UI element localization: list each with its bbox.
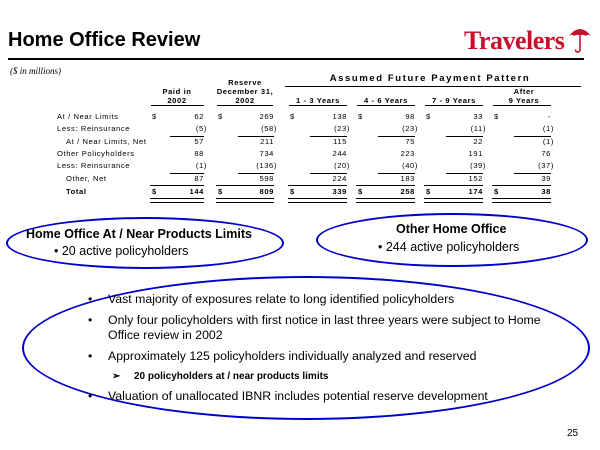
col-header-reserve: Reserve December 31, 2002 xyxy=(216,78,274,105)
table-row: At / Near Limits $ 62 $ 269 $ 138 $ 98 $ 33 $ - xyxy=(57,112,551,121)
y7-9-value: 174 xyxy=(468,187,483,196)
header-underline xyxy=(217,105,273,106)
col-header-7-9-years: 7 - 9 Years xyxy=(431,96,477,105)
paid-value: (1) xyxy=(195,161,207,170)
header-underline xyxy=(289,105,347,106)
paid-value: 88 xyxy=(194,149,204,158)
y7-9-value: 191 xyxy=(468,149,483,158)
row-label: At / Near Limits, Net xyxy=(66,137,147,146)
y1-3-value: 224 xyxy=(332,174,347,183)
y7-9-value: 152 xyxy=(468,174,483,183)
logo-wordmark: Travelers xyxy=(464,26,565,55)
page-number: 25 xyxy=(567,428,579,439)
list-item: • Approximately 125 policyholders individually analyzed and reserved xyxy=(88,349,477,363)
row-label: Other Policyholders xyxy=(57,149,135,158)
paid-value: (5) xyxy=(195,124,207,133)
y4-6-value: (40) xyxy=(402,161,418,170)
y1-3-value: 339 xyxy=(332,187,347,196)
y1-3-value: (23) xyxy=(334,124,350,133)
y4-6-value: 183 xyxy=(400,174,415,183)
callout-left-title: Home Office At / Near Products Limits xyxy=(26,227,252,241)
table-row xyxy=(0,137,600,149)
header-underline xyxy=(493,105,551,106)
reserve-value: (136) xyxy=(256,161,277,170)
table-row xyxy=(0,161,600,173)
y4-6-value: 98 xyxy=(405,112,415,121)
header-underline xyxy=(425,105,483,106)
y7-9-value: 22 xyxy=(473,137,483,146)
page-title: Home Office Review xyxy=(8,29,201,51)
y1-3-value: 138 xyxy=(332,112,347,121)
y4-6-value: 75 xyxy=(405,137,415,146)
callout-right-item: • 244 active policyholders xyxy=(378,240,520,254)
after-value: (37) xyxy=(538,161,554,170)
header-underline xyxy=(151,105,204,106)
reserve-value: 598 xyxy=(259,174,274,183)
table-row-total: Total $ 144 $ 809 $ 339 $ 258 $ 174 $ 38 xyxy=(66,187,551,196)
after-value: (1) xyxy=(542,124,554,133)
col-header-4-6-years: 4 - 6 Years xyxy=(363,96,409,105)
sub-list-item: ➢ 20 policyholders at / near products limits xyxy=(112,371,329,382)
travelers-logo xyxy=(464,24,590,54)
list-item: • Valuation of unallocated IBNR includes potential reserve development xyxy=(88,389,488,403)
paid-value: 87 xyxy=(194,174,204,183)
callout-left-ellipse xyxy=(6,217,284,269)
table-row xyxy=(0,124,600,136)
row-label: At / Near Limits xyxy=(57,112,119,121)
col-header-paid: Paid in 2002 xyxy=(162,87,192,105)
y7-9-value: (11) xyxy=(470,124,486,133)
paid-value: 57 xyxy=(194,137,204,146)
reserve-value: 269 xyxy=(259,112,274,121)
col-header-1-3-years: 1 - 3 Years xyxy=(295,96,341,105)
reserve-value: 211 xyxy=(260,137,274,146)
y4-6-value: (23) xyxy=(402,124,418,133)
y4-6-value: 258 xyxy=(400,187,415,196)
callout-left-item: • 20 active policyholders xyxy=(54,244,189,258)
after-value: - xyxy=(547,112,551,121)
callout-right-title: Other Home Office xyxy=(396,222,507,236)
after-value: 39 xyxy=(541,174,551,183)
row-label: Total xyxy=(66,187,87,196)
row-label: Less: Reinsurance xyxy=(57,161,131,170)
paid-value: 144 xyxy=(189,187,204,196)
y1-3-value: 115 xyxy=(333,137,347,146)
units-note: ($ in millions) xyxy=(10,66,61,76)
paid-value: 62 xyxy=(194,112,204,121)
list-item: • Vast majority of exposures relate to long identified policyholders xyxy=(88,292,455,306)
bullet-list xyxy=(88,292,558,410)
y4-6-value: 223 xyxy=(400,149,415,158)
y7-9-value: (39) xyxy=(470,161,486,170)
reserve-value: 734 xyxy=(259,149,274,158)
reserve-value: (58) xyxy=(261,124,277,133)
col-header-after-9-years: After 9 Years xyxy=(508,87,540,105)
title-divider xyxy=(8,58,584,60)
row-label: Less: Reinsurance xyxy=(57,124,131,133)
after-value: 76 xyxy=(541,149,551,158)
reserve-value: 809 xyxy=(259,187,274,196)
after-value: 38 xyxy=(541,187,551,196)
after-value: (1) xyxy=(542,137,554,146)
table-row xyxy=(0,149,600,161)
y7-9-value: 33 xyxy=(473,112,483,121)
y1-3-value: (20) xyxy=(334,161,350,170)
list-item: • Only four policyholders with first notice in last three years were subject to Home Office review in 2002 xyxy=(88,313,541,342)
row-label: Other, Net xyxy=(66,174,107,183)
umbrella-icon xyxy=(568,24,592,54)
band-title: Assumed Future Payment Pattern xyxy=(329,73,531,84)
arrow-bullet-icon: ➢ xyxy=(112,371,121,382)
y1-3-value: 244 xyxy=(332,149,347,158)
header-underline xyxy=(357,105,415,106)
